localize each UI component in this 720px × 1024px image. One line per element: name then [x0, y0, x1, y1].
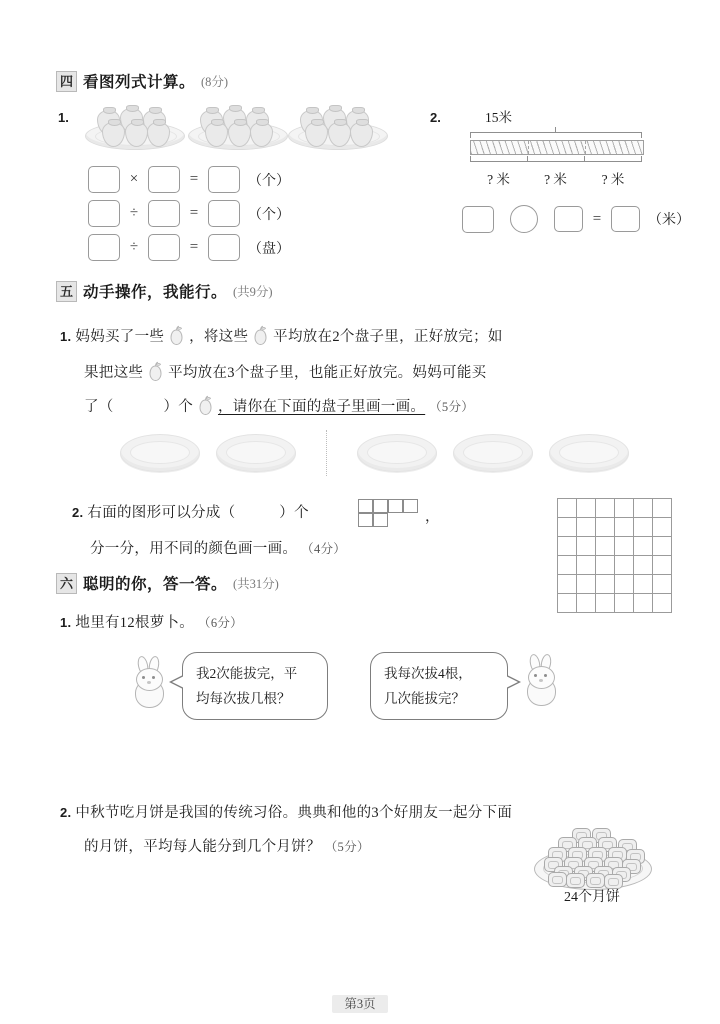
grid-cell[interactable] — [634, 575, 653, 594]
operator-circle[interactable] — [510, 205, 538, 233]
s6-q1-body: 地里有12根萝卜。 — [75, 615, 195, 631]
rope-top-brace — [470, 128, 642, 137]
strawberry-plate-1 — [85, 108, 183, 150]
grid-cell[interactable] — [615, 518, 634, 537]
rope-divider-tick — [528, 141, 529, 154]
l-shape-cell — [358, 513, 373, 527]
s6-q2-number: 2. — [60, 805, 72, 820]
bubble-tail — [507, 675, 521, 689]
operator-symbol: ÷ — [129, 205, 139, 221]
s5-q1-line3a: 了（ — [84, 399, 114, 415]
s6-q2-text-line1 — [60, 798, 680, 828]
bubble-left-line2: 均每次拔几根？ — [196, 691, 291, 706]
grid-cell[interactable] — [577, 518, 596, 537]
rabbit-nose — [147, 681, 151, 684]
empty-plate[interactable] — [549, 434, 629, 472]
section-6-marker: 六 — [56, 573, 77, 594]
rope-bottom-braces — [470, 156, 642, 165]
grid-cell[interactable] — [653, 518, 672, 537]
grid-cell[interactable] — [634, 537, 653, 556]
l-shape-cell — [358, 499, 373, 513]
speech-bubble-right — [370, 652, 508, 720]
bubble-tail — [169, 675, 183, 689]
section-4-score: (8分) — [201, 75, 229, 89]
rope-segment-label: ? 米 — [601, 172, 625, 187]
s5-q1-number: 1. — [60, 329, 72, 344]
answer-box[interactable] — [88, 200, 120, 227]
s5-q1-text — [60, 322, 670, 352]
grid-cell[interactable] — [558, 537, 577, 556]
answer-box[interactable] — [554, 206, 583, 232]
s5-q1-text-line3 — [84, 392, 674, 422]
grid-cell[interactable] — [653, 499, 672, 518]
l-shape-cell — [373, 513, 388, 527]
rope-texture — [471, 141, 643, 154]
rabbit-eye — [534, 674, 537, 677]
section-5-marker: 五 — [56, 281, 77, 302]
s5-q1-line3b: ）个 — [163, 399, 194, 415]
rabbit-icon-right — [520, 656, 562, 708]
empty-plate[interactable] — [216, 434, 296, 472]
rope-segment-labels — [470, 168, 642, 188]
grid-cell[interactable] — [634, 556, 653, 575]
answer-box[interactable] — [208, 166, 240, 193]
speech-bubble-left — [182, 652, 328, 720]
grid-cell[interactable] — [558, 594, 577, 613]
page-footer — [0, 994, 720, 1012]
section-6-score: (共31分) — [233, 577, 279, 591]
section-4-marker: 四 — [56, 71, 77, 92]
s5-q1-text-line2 — [84, 358, 674, 388]
grid-cell[interactable] — [615, 537, 634, 556]
answer-box[interactable] — [462, 206, 494, 233]
grid-cell[interactable] — [653, 575, 672, 594]
grid-cell[interactable] — [653, 594, 672, 613]
plates-divider — [326, 430, 327, 476]
s5-q1-line2a: 果把这些 — [84, 365, 144, 381]
grid-cell[interactable] — [577, 499, 596, 518]
operator-symbol: × — [129, 171, 139, 187]
grid-cell[interactable] — [577, 537, 596, 556]
grid-cell[interactable] — [596, 594, 615, 613]
rabbit-eye — [142, 676, 145, 679]
answer-box[interactable] — [148, 200, 180, 227]
answer-box[interactable] — [88, 166, 120, 193]
grid-cell[interactable] — [577, 556, 596, 575]
grid-cell[interactable] — [615, 594, 634, 613]
mooncake-icon — [548, 872, 567, 887]
section-6-title: 聪明的你，答一答。 — [83, 576, 228, 593]
rabbit-icon-left — [128, 658, 170, 710]
answer-box[interactable] — [88, 234, 120, 261]
s5-q1-line2b: 平均放在3个盘子里，也能正好放完。妈妈可能买 — [168, 365, 487, 381]
empty-plate[interactable] — [453, 434, 533, 472]
s4-q1-equation-row-3 — [88, 234, 290, 261]
empty-plate[interactable] — [120, 434, 200, 472]
grid-cell[interactable] — [577, 575, 596, 594]
s5-q1-score: （5分） — [429, 400, 475, 414]
rope-total-label: 15米 — [485, 110, 512, 125]
grid-cell[interactable] — [634, 499, 653, 518]
l-shape-figure — [358, 499, 420, 529]
unit-label: （米） — [648, 213, 690, 228]
pear-icon — [197, 395, 214, 416]
section-5-score: (共9分) — [233, 285, 273, 299]
s4-q1-equation-row-1 — [88, 166, 290, 193]
page-number: 第3页 — [332, 995, 387, 1013]
grid-cell[interactable] — [596, 518, 615, 537]
unit-label: （盘） — [248, 241, 290, 257]
pear-icon — [252, 325, 269, 346]
grid-cell[interactable] — [653, 556, 672, 575]
pear-icon — [168, 325, 185, 346]
bubble-right-line1: 我每次拔4根， — [384, 666, 472, 681]
l-shape-cell — [388, 499, 403, 513]
equals-symbol: = — [189, 171, 199, 187]
rabbit-nose — [539, 679, 543, 682]
strawberry-plate-2 — [188, 108, 286, 150]
answer-box[interactable] — [611, 206, 640, 232]
section-4-title: 看图列式计算。 — [83, 74, 196, 91]
l-shape-cell — [373, 499, 388, 513]
grid-cell[interactable] — [558, 518, 577, 537]
s5-q1-line1a: 妈妈买了一些 — [75, 329, 165, 345]
s4-q2-number: 2. — [430, 110, 441, 125]
grid-cell[interactable] — [596, 499, 615, 518]
pear-icon — [147, 361, 164, 382]
s6-q2-line1: 中秋节吃月饼是我国的传统习俗。典典和他的3个好朋友一起分下面 — [75, 805, 513, 821]
s4-q1-equation-row-2 — [88, 200, 290, 227]
grid-cell[interactable] — [634, 594, 653, 613]
rope-divider-tick — [585, 141, 586, 154]
grid-cell[interactable] — [615, 575, 634, 594]
coloring-grid[interactable] — [557, 498, 672, 613]
grid-cell[interactable] — [596, 537, 615, 556]
grid-cell[interactable] — [577, 594, 596, 613]
s5-q1-line1b: ，将这些 — [189, 329, 249, 345]
answer-box[interactable] — [208, 200, 240, 227]
rabbit-eye — [544, 674, 547, 677]
grid-cell[interactable] — [558, 499, 577, 518]
equals-symbol: = — [592, 210, 602, 227]
section-4-header — [56, 70, 228, 92]
unit-label: （个） — [248, 207, 290, 223]
empty-plate[interactable] — [357, 434, 437, 472]
mooncake-caption: 24个月饼 — [564, 890, 620, 905]
grid-cell[interactable] — [615, 499, 634, 518]
equals-symbol: = — [189, 239, 199, 255]
s5-q1-line3c: ，请你在下面的盘子里画一画。 — [217, 399, 426, 415]
s5-q1-line1c: 平均放在2个盘子里，正好放完；如 — [273, 329, 503, 345]
grid-cell[interactable] — [558, 575, 577, 594]
grid-cell[interactable] — [634, 518, 653, 537]
s5-q2-line1a: 右面的图形可以分成（ — [87, 505, 236, 521]
rope-segment-label: ? 米 — [544, 172, 567, 187]
rabbit-eye — [152, 676, 155, 679]
s4-q2-equation-row — [462, 205, 690, 233]
operator-symbol: ÷ — [129, 239, 139, 255]
s5-q2-line2: 分一分，用不同的颜色画一画。 — [90, 541, 298, 557]
rope-segment-label: ? 米 — [487, 172, 510, 187]
section-6-header — [56, 572, 279, 594]
rabbit-head — [528, 666, 555, 689]
grid-cell[interactable] — [596, 575, 615, 594]
s6-q1-text — [60, 608, 243, 638]
s4-q1-number: 1. — [58, 110, 69, 125]
grid-cell[interactable] — [615, 556, 634, 575]
bubble-left-line1: 我2次能拔完，平 — [196, 666, 298, 681]
mooncake-plate — [534, 828, 650, 890]
s6-q2-score: （5分） — [324, 840, 370, 854]
s5-q2-line1c: ， — [425, 509, 440, 525]
rope-diagram — [470, 140, 644, 155]
section-5-header — [56, 280, 273, 302]
unit-label: （个） — [248, 173, 290, 189]
s6-q2-line2: 的月饼，平均每人能分到几个月饼？ — [84, 839, 321, 855]
s5-q2-line1b: ）个 — [279, 505, 309, 521]
s6-q1-score: （6分） — [198, 616, 243, 630]
answer-box[interactable] — [148, 166, 180, 193]
grid-cell[interactable] — [558, 556, 577, 575]
s6-q1-number: 1. — [60, 615, 72, 630]
empty-plates-row — [120, 430, 629, 476]
s5-q2-text-line2 — [90, 534, 346, 564]
answer-box[interactable] — [208, 234, 240, 261]
bubble-right-line2: 几次能拔完？ — [384, 691, 465, 706]
answer-box[interactable] — [148, 234, 180, 261]
grid-cell[interactable] — [596, 556, 615, 575]
s5-q2-text-line1 — [72, 498, 309, 528]
l-shape-cell — [403, 499, 418, 513]
strawberry-plate-3 — [288, 108, 386, 150]
equals-symbol: = — [189, 205, 199, 221]
rabbit-head — [136, 668, 163, 691]
s5-q2-number: 2. — [72, 505, 84, 520]
grid-cell[interactable] — [653, 537, 672, 556]
s5-q2-score: （4分） — [301, 542, 347, 556]
section-5-title: 动手操作，我能行。 — [83, 284, 228, 301]
s6-q2-text-line2 — [84, 832, 370, 862]
